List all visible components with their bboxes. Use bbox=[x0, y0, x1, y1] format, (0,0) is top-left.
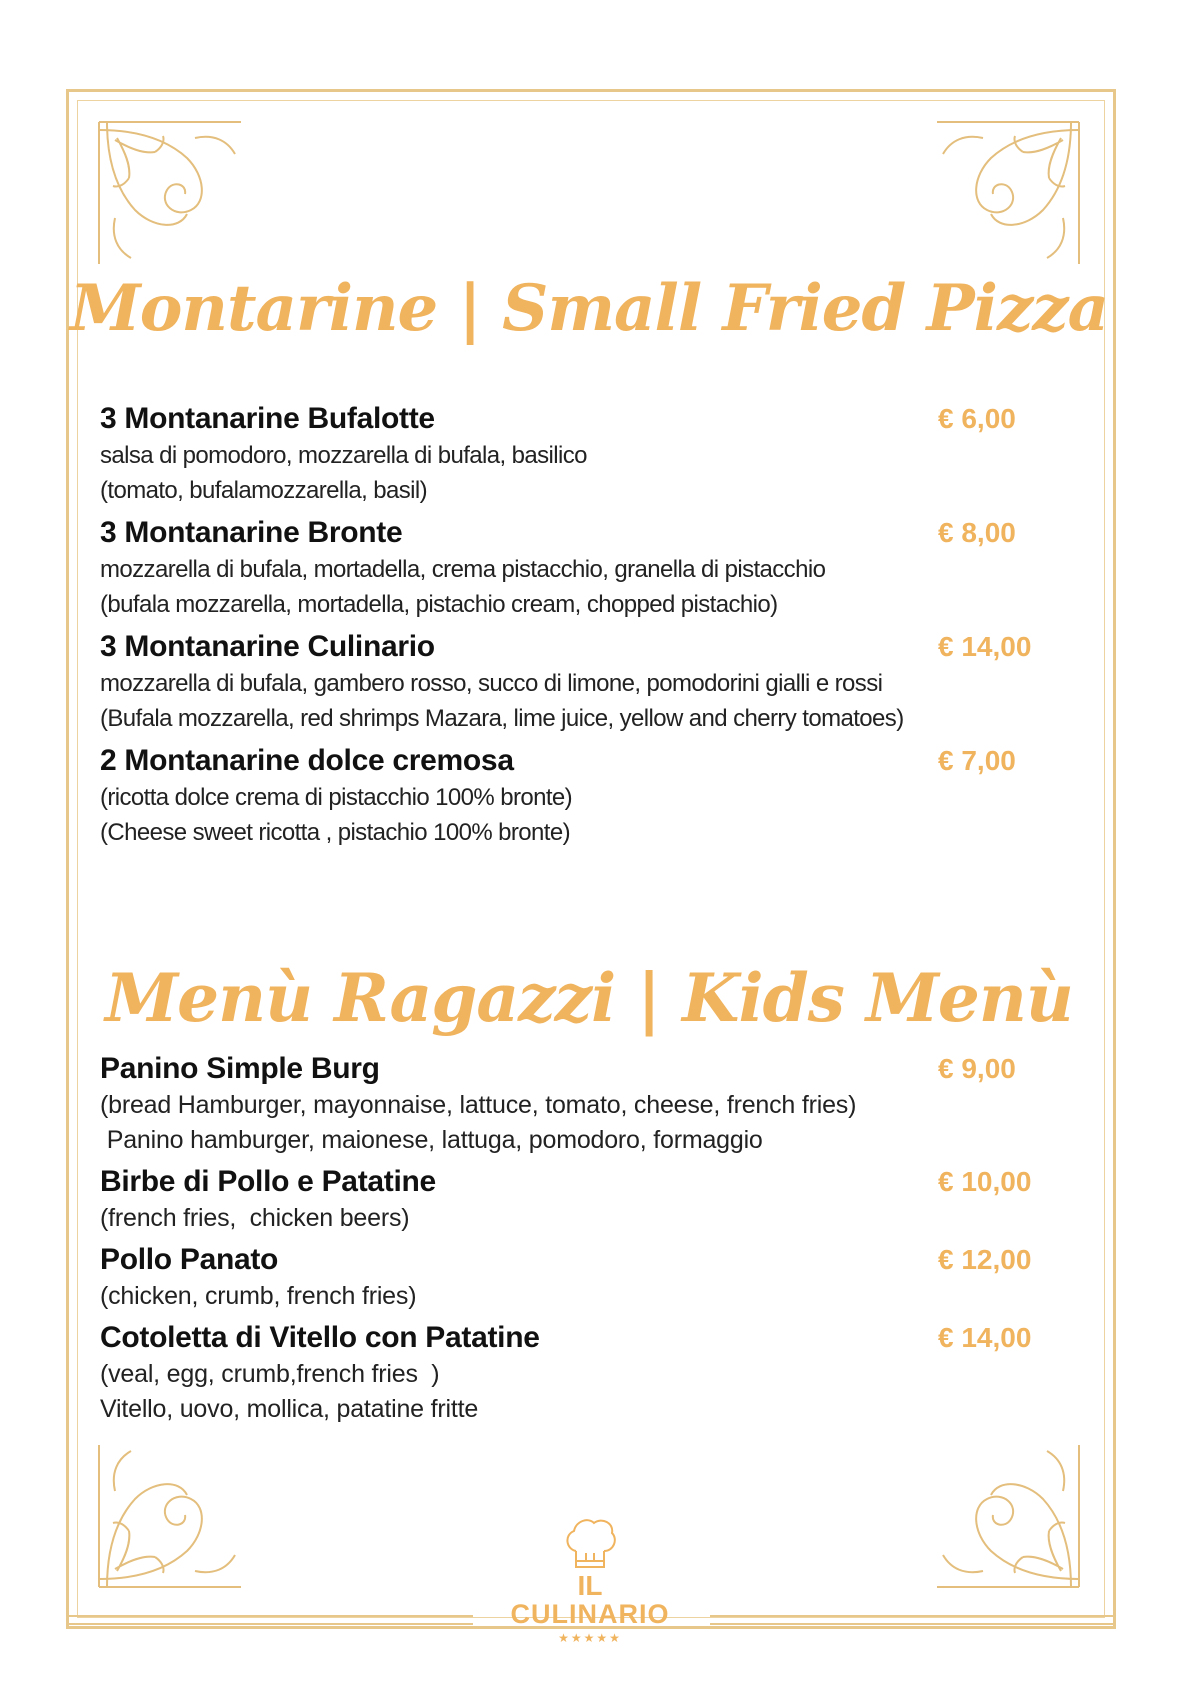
item-description: salsa di pomodoro, mozzarella di bufala, basilico bbox=[100, 442, 587, 469]
logo-prefix: IL bbox=[577, 1570, 603, 1601]
item-description-translation: (bufala mozzarella, mortadella, pistachio cream, chopped pistachio) bbox=[100, 591, 778, 618]
corner-ornament-bottom-left bbox=[95, 1441, 245, 1591]
item-name: Cotoletta di Vitello con Patatine bbox=[100, 1321, 540, 1354]
item-price: € 9,00 bbox=[938, 1053, 1016, 1084]
item-description-translation: (tomato, bufalamozzarella, basil) bbox=[100, 477, 428, 504]
menu-item bbox=[100, 628, 1060, 736]
section-title-kids-menu: Menù Ragazzi | Kids Menù bbox=[105, 959, 1073, 1038]
menu-list-kids bbox=[100, 1050, 1060, 1432]
menu-list-small-fried-pizza bbox=[100, 400, 1060, 856]
item-name: 3 Montanarine Bufalotte bbox=[100, 402, 435, 435]
item-description: mozzarella di bufala, gambero rosso, succo di limone, pomodorini gialli e rossi bbox=[100, 670, 883, 697]
item-price: € 6,00 bbox=[938, 403, 1016, 434]
brand-logo bbox=[480, 1515, 700, 1655]
footer-rule-right bbox=[710, 1615, 1116, 1625]
menu-item bbox=[100, 1163, 1060, 1236]
item-price: € 14,00 bbox=[938, 1322, 1032, 1353]
item-description-translation: Vitello, uovo, mollica, patatine fritte bbox=[100, 1395, 479, 1423]
item-name: Birbe di Pollo e Patatine bbox=[100, 1165, 436, 1198]
corner-ornament-top-left bbox=[95, 118, 245, 268]
item-name: 2 Montanarine dolce cremosa bbox=[100, 744, 514, 777]
item-description: mozzarella di bufala, mortadella, crema pistacchio, granella di pistacchio bbox=[100, 556, 826, 583]
item-description: (bread Hamburger, mayonnaise, lattuce, tomato, cheese, french fries) bbox=[100, 1091, 857, 1119]
menu-item bbox=[100, 1050, 1060, 1158]
item-name: 3 Montanarine Bronte bbox=[100, 516, 403, 549]
menu-item bbox=[100, 400, 1060, 508]
menu-item bbox=[100, 1319, 1060, 1427]
corner-ornament-top-right bbox=[933, 118, 1083, 268]
chef-hat-icon bbox=[562, 1515, 618, 1577]
item-price: € 14,00 bbox=[938, 631, 1032, 662]
item-name: 3 Montanarine Culinario bbox=[100, 630, 435, 663]
item-description: (chicken, crumb, french fries) bbox=[100, 1282, 417, 1310]
item-description-translation: (Cheese sweet ricotta , pistachio 100% bronte) bbox=[100, 819, 570, 846]
item-name: Pollo Panato bbox=[100, 1243, 279, 1276]
item-price: € 10,00 bbox=[938, 1166, 1032, 1197]
corner-ornament-bottom-right bbox=[933, 1441, 1083, 1591]
item-price: € 12,00 bbox=[938, 1244, 1032, 1275]
menu-item bbox=[100, 514, 1060, 622]
item-description: (veal, egg, crumb,french fries ) bbox=[100, 1360, 440, 1388]
logo-name: CULINARIO bbox=[510, 1599, 670, 1629]
item-description-translation: Panino hamburger, maionese, lattuga, pomodoro, formaggio bbox=[100, 1126, 763, 1154]
item-price: € 8,00 bbox=[938, 517, 1016, 548]
logo-stars: ★★★★★ bbox=[558, 1631, 622, 1645]
item-price: € 7,00 bbox=[938, 745, 1016, 776]
menu-item bbox=[100, 742, 1060, 850]
item-name: Panino Simple Burg bbox=[100, 1052, 380, 1085]
footer-rule-left bbox=[66, 1615, 473, 1625]
section-title-small-fried-pizza: Montarine | Small Fried Pizza bbox=[69, 270, 1109, 346]
item-description: (ricotta dolce crema di pistacchio 100% bronte) bbox=[100, 784, 573, 811]
menu-item bbox=[100, 1241, 1060, 1314]
item-description: (french fries, chicken beers) bbox=[100, 1204, 410, 1232]
item-description-translation: (Bufala mozzarella, red shrimps Mazara, lime juice, yellow and cherry tomatoes) bbox=[100, 705, 904, 732]
